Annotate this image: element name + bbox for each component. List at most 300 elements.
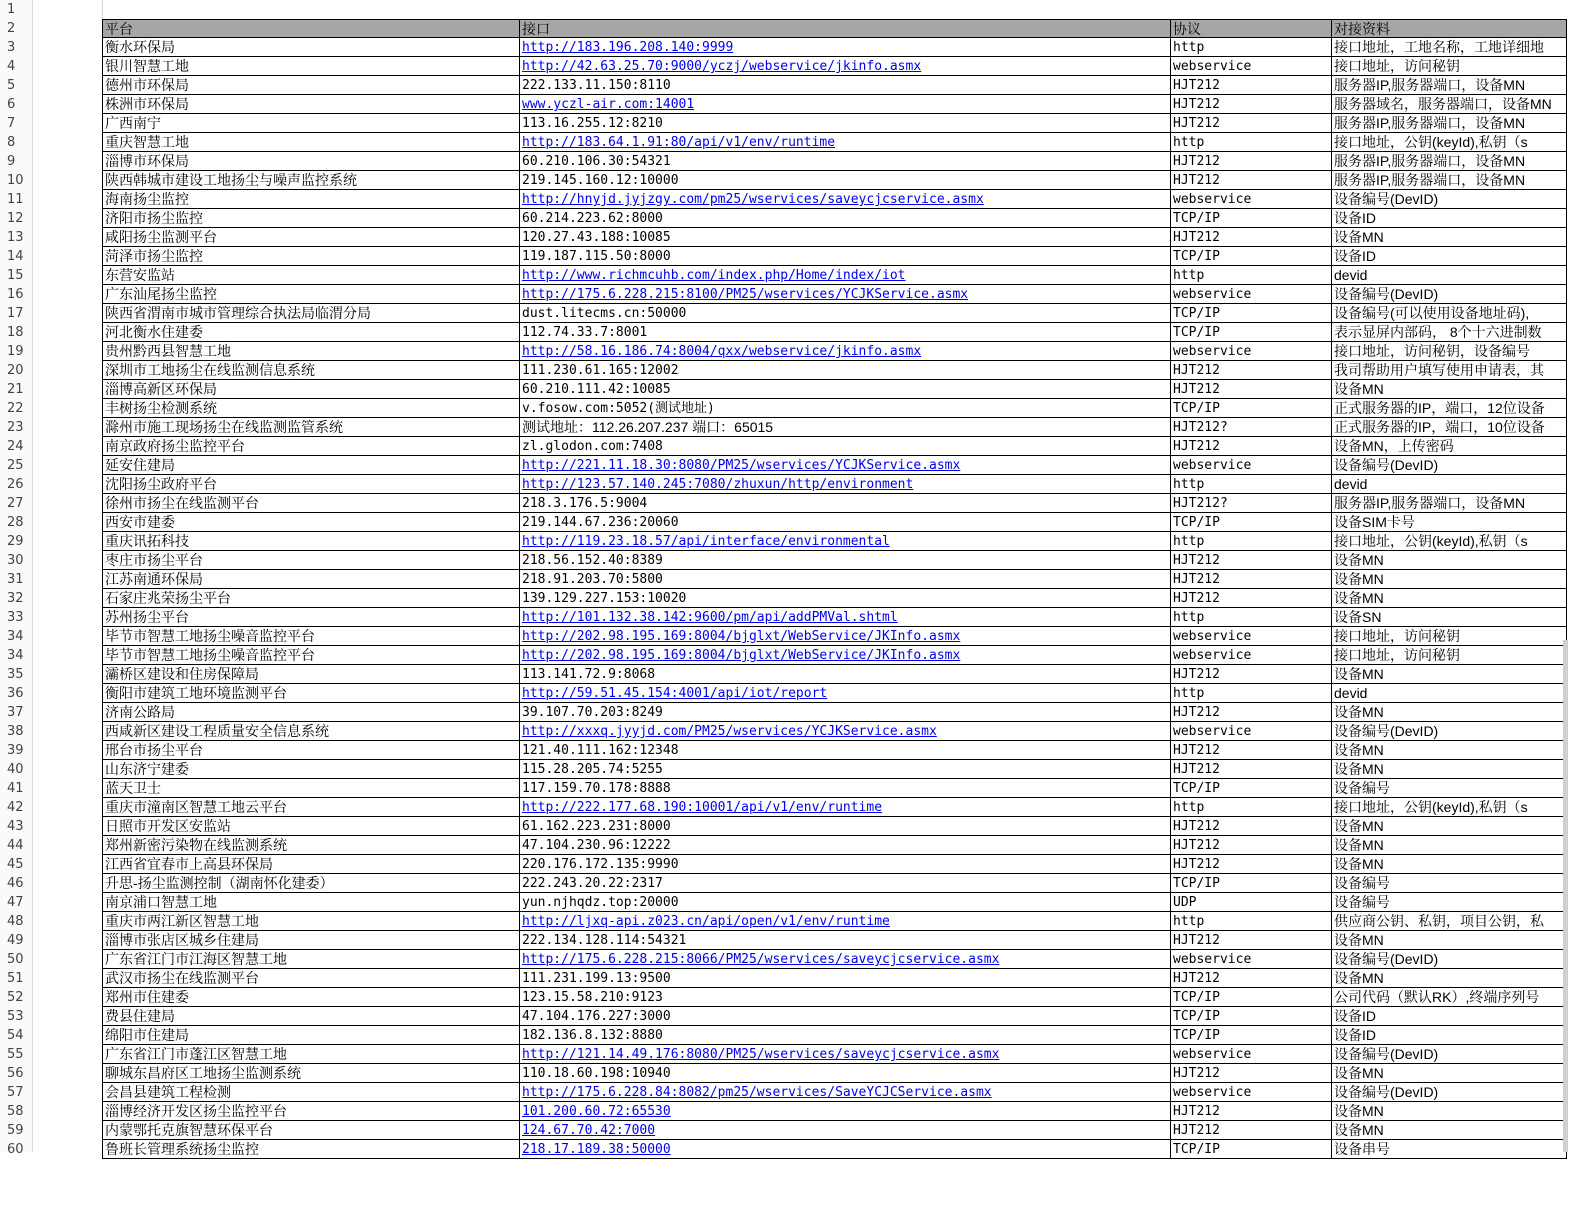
cell-platform[interactable]: 江苏南通环保局 <box>102 570 519 589</box>
cell-docs[interactable]: 正式服务器的IP，端口，12位设备 <box>1331 399 1567 418</box>
cell-platform[interactable]: 武汉市扬尘在线监测平台 <box>102 969 519 988</box>
cell-platform[interactable]: 费县住建局 <box>102 1007 519 1026</box>
cell-platform[interactable]: 陕西韩城市建设工地扬尘与噪声监控系统 <box>102 171 519 190</box>
cell-protocol[interactable]: http <box>1170 608 1331 627</box>
row-number[interactable]: 14 <box>7 249 24 264</box>
cell-docs[interactable]: 接口地址，公钥(keyId),私钥（s <box>1331 532 1567 551</box>
header-docs[interactable]: 对接资料 <box>1331 19 1567 38</box>
cell-docs[interactable]: 设备SIM卡号 <box>1331 513 1567 532</box>
row-number[interactable]: 34 <box>7 629 24 644</box>
cell-platform[interactable]: 郑州市住建委 <box>102 988 519 1007</box>
cell-interface[interactable]: 113.16.255.12:8210 <box>519 114 1170 133</box>
cell-interface[interactable]: 182.136.8.132:8880 <box>519 1026 1170 1045</box>
cell-docs[interactable]: 接口地址，访问秘钥 <box>1331 57 1567 76</box>
cell-interface-link[interactable] <box>519 285 1170 304</box>
row-number[interactable]: 24 <box>7 439 24 454</box>
cell-protocol[interactable]: HJT212 <box>1170 665 1331 684</box>
cell-docs[interactable]: 接口地址，访问秘钥 <box>1331 646 1567 665</box>
cell-docs[interactable]: 接口地址，公钥(keyId),私钥（s <box>1331 798 1567 817</box>
cell-protocol[interactable]: webservice <box>1170 627 1331 646</box>
row-number[interactable]: 11 <box>7 192 24 207</box>
row-number[interactable]: 8 <box>7 135 16 150</box>
hyperlink[interactable]: http://58.16.186.74:8004/qxx/webservice/jkinfo.asmx <box>522 344 922 359</box>
cell-interface-link[interactable] <box>519 190 1170 209</box>
cell-interface[interactable]: 111.230.61.165:12002 <box>519 361 1170 380</box>
row-number[interactable]: 47 <box>7 895 24 910</box>
cell-protocol[interactable]: TCP/IP <box>1170 874 1331 893</box>
cell-protocol[interactable]: TCP/IP <box>1170 247 1331 266</box>
cell-protocol[interactable]: webservice <box>1170 646 1331 665</box>
cell-platform[interactable]: 西咸新区建设工程质量安全信息系统 <box>102 722 519 741</box>
cell-docs[interactable]: 接口地址，访问秘钥 <box>1331 627 1567 646</box>
row-number[interactable]: 21 <box>7 382 24 397</box>
cell-platform[interactable]: 毕节市智慧工地扬尘噪音监控平台 <box>102 646 519 665</box>
row-number[interactable]: 31 <box>7 572 24 587</box>
cell-interface[interactable]: 115.28.205.74:5255 <box>519 760 1170 779</box>
cell-platform[interactable]: 沈阳扬尘政府平台 <box>102 475 519 494</box>
cell-interface[interactable]: 218.91.203.70:5800 <box>519 570 1170 589</box>
cell-docs[interactable]: 设备串号 <box>1331 1140 1567 1159</box>
cell-docs[interactable]: 服务器IP,服务器端口，设备MN <box>1331 152 1567 171</box>
hyperlink[interactable]: http://183.196.208.140:9999 <box>522 40 734 55</box>
hyperlink[interactable]: 101.200.60.72:65530 <box>522 1104 671 1119</box>
cell-protocol[interactable]: HJT212 <box>1170 836 1331 855</box>
cell-docs[interactable]: 设备MN <box>1331 665 1567 684</box>
row-number[interactable]: 50 <box>7 952 24 967</box>
row-number[interactable]: 13 <box>7 230 24 245</box>
cell-interface[interactable]: 39.107.70.203:8249 <box>519 703 1170 722</box>
cell-protocol[interactable]: TCP/IP <box>1170 399 1331 418</box>
row-number[interactable]: 33 <box>7 610 24 625</box>
cell-docs[interactable]: 设备编号(DevID) <box>1331 190 1567 209</box>
cell-platform[interactable]: 银川智慧工地 <box>102 57 519 76</box>
cell-docs[interactable]: 设备MN <box>1331 551 1567 570</box>
row-number[interactable]: 17 <box>7 306 24 321</box>
cell-interface[interactable]: 219.144.67.236:20060 <box>519 513 1170 532</box>
cell-protocol[interactable]: http <box>1170 532 1331 551</box>
row-number[interactable]: 40 <box>7 762 24 777</box>
cell-platform[interactable]: 海南扬尘监控 <box>102 190 519 209</box>
cell-platform[interactable]: 陕西省渭南市城市管理综合执法局临渭分局 <box>102 304 519 323</box>
cell-docs[interactable]: 设备编号(DevID) <box>1331 722 1567 741</box>
cell-interface[interactable]: 113.141.72.9:8068 <box>519 665 1170 684</box>
hyperlink[interactable]: http://119.23.18.57/api/interface/environmental <box>522 534 890 549</box>
cell-protocol[interactable]: http <box>1170 798 1331 817</box>
cell-protocol[interactable]: HJT212 <box>1170 95 1331 114</box>
cell-interface[interactable]: 47.104.176.227:3000 <box>519 1007 1170 1026</box>
cell-platform[interactable]: 延安住建局 <box>102 456 519 475</box>
cell-protocol[interactable]: TCP/IP <box>1170 209 1331 228</box>
row-number[interactable]: 43 <box>7 819 24 834</box>
cell-protocol[interactable]: TCP/IP <box>1170 323 1331 342</box>
cell-interface[interactable]: 119.187.115.50:8000 <box>519 247 1170 266</box>
hyperlink[interactable]: http://175.6.228.215:8066/PM25/wservices/saveycjcservice.asmx <box>522 952 1000 967</box>
row-number[interactable]: 42 <box>7 800 24 815</box>
cell-platform[interactable]: 山东济宁建委 <box>102 760 519 779</box>
cell-platform[interactable]: 绵阳市住建局 <box>102 1026 519 1045</box>
row-number[interactable]: 53 <box>7 1009 24 1024</box>
cell-docs[interactable]: 设备编号(可以使用设备地址码), <box>1331 304 1567 323</box>
cell-docs[interactable]: 服务器IP,服务器端口，设备MN <box>1331 171 1567 190</box>
cell-docs[interactable]: devid <box>1331 266 1567 285</box>
cell-protocol[interactable]: HJT212 <box>1170 152 1331 171</box>
cell-protocol[interactable]: HJT212 <box>1170 703 1331 722</box>
cell-protocol[interactable]: webservice <box>1170 456 1331 475</box>
cell-platform[interactable]: 邢台市扬尘平台 <box>102 741 519 760</box>
cell-protocol[interactable]: HJT212 <box>1170 741 1331 760</box>
cell-interface[interactable]: 218.3.176.5:9004 <box>519 494 1170 513</box>
cell-platform[interactable]: 西安市建委 <box>102 513 519 532</box>
cell-platform[interactable]: 东营安监站 <box>102 266 519 285</box>
row-number[interactable]: 60 <box>7 1142 24 1157</box>
cell-protocol[interactable]: TCP/IP <box>1170 988 1331 1007</box>
hyperlink[interactable]: http://183.64.1.91:80/api/v1/env/runtime <box>522 135 836 150</box>
cell-docs[interactable]: 公司代码（默认RK）,终端序列号 <box>1331 988 1567 1007</box>
cell-platform[interactable]: 日照市开发区安监站 <box>102 817 519 836</box>
cell-platform[interactable]: 淄博市张店区城乡住建局 <box>102 931 519 950</box>
hyperlink[interactable]: http://42.63.25.70:9000/yczj/webservice/jkinfo.asmx <box>522 59 922 74</box>
cell-protocol[interactable]: webservice <box>1170 342 1331 361</box>
hyperlink[interactable]: http://www.richmcuhb.com/index.php/Home/index/iot <box>522 268 906 283</box>
cell-interface-link[interactable] <box>519 475 1170 494</box>
cell-platform[interactable]: 重庆讯拓科技 <box>102 532 519 551</box>
cell-interface-link[interactable] <box>519 950 1170 969</box>
hyperlink[interactable]: 124.67.70.42:7000 <box>522 1123 656 1138</box>
row-number[interactable]: 3 <box>7 40 16 55</box>
row-number[interactable]: 45 <box>7 857 24 872</box>
row-number[interactable]: 1 <box>7 2 16 17</box>
cell-protocol[interactable]: TCP/IP <box>1170 779 1331 798</box>
hyperlink[interactable]: http://59.51.45.154:4001/api/iot/report <box>522 686 828 701</box>
row-number[interactable]: 19 <box>7 344 24 359</box>
row-number[interactable]: 41 <box>7 781 24 796</box>
row-number[interactable]: 4 <box>7 59 16 74</box>
cell-platform[interactable]: 广东省江门市蓬江区智慧工地 <box>102 1045 519 1064</box>
cell-platform[interactable]: 广西南宁 <box>102 114 519 133</box>
row-number[interactable]: 29 <box>7 534 24 549</box>
row-number[interactable]: 49 <box>7 933 24 948</box>
cell-platform[interactable]: 广东省江门市江海区智慧工地 <box>102 950 519 969</box>
cell-protocol[interactable]: webservice <box>1170 950 1331 969</box>
row-number[interactable]: 56 <box>7 1066 24 1081</box>
cell-docs[interactable]: 设备MN <box>1331 570 1567 589</box>
row-number[interactable]: 30 <box>7 553 24 568</box>
row-number[interactable]: 48 <box>7 914 24 929</box>
row-number[interactable]: 32 <box>7 591 24 606</box>
row-number[interactable]: 39 <box>7 743 24 758</box>
cell-protocol[interactable]: HJT212 <box>1170 817 1331 836</box>
cell-docs[interactable]: 接口地址，工地名称，工地详细地 <box>1331 38 1567 57</box>
cell-protocol[interactable]: HJT212 <box>1170 1121 1331 1140</box>
row-number[interactable]: 54 <box>7 1028 24 1043</box>
cell-interface-link[interactable] <box>519 1102 1170 1121</box>
cell-docs[interactable]: 设备编号(DevID) <box>1331 1083 1567 1102</box>
hyperlink[interactable]: http://xxxq.jyyjd.com/PM25/wservices/YCJKService.asmx <box>522 724 937 739</box>
row-number[interactable]: 26 <box>7 477 24 492</box>
cell-protocol[interactable]: webservice <box>1170 1083 1331 1102</box>
cell-protocol[interactable]: HJT212 <box>1170 1064 1331 1083</box>
cell-platform[interactable]: 菏泽市扬尘监控 <box>102 247 519 266</box>
cell-protocol[interactable]: TCP/IP <box>1170 304 1331 323</box>
cell-platform[interactable]: 南京政府扬尘监控平台 <box>102 437 519 456</box>
cell-interface-link[interactable] <box>519 912 1170 931</box>
cell-interface[interactable]: 47.104.230.96:12222 <box>519 836 1170 855</box>
cell-interface[interactable]: 120.27.43.188:10085 <box>519 228 1170 247</box>
cell-docs[interactable]: 设备编号(DevID) <box>1331 950 1567 969</box>
cell-docs[interactable]: 服务器IP,服务器端口，设备MN <box>1331 114 1567 133</box>
cell-docs[interactable]: 设备ID <box>1331 209 1567 228</box>
cell-platform[interactable]: 淄博市环保局 <box>102 152 519 171</box>
cell-docs[interactable]: devid <box>1331 475 1567 494</box>
cell-interface[interactable]: 测试地址：112.26.207.237 端口：65015 <box>519 418 1170 437</box>
row-number[interactable]: 28 <box>7 515 24 530</box>
cell-protocol[interactable]: HJT212 <box>1170 228 1331 247</box>
cell-platform[interactable]: 郑州新密污染物在线监测系统 <box>102 836 519 855</box>
row-number[interactable]: 36 <box>7 686 24 701</box>
row-number[interactable]: 23 <box>7 420 24 435</box>
cell-protocol[interactable]: HJT212 <box>1170 969 1331 988</box>
cell-docs[interactable]: 设备MN <box>1331 703 1567 722</box>
header-platform[interactable]: 平台 <box>102 19 519 38</box>
cell-platform[interactable]: 衡水环保局 <box>102 38 519 57</box>
row-number[interactable]: 18 <box>7 325 24 340</box>
cell-protocol[interactable]: http <box>1170 684 1331 703</box>
cell-interface-link[interactable] <box>519 1121 1170 1140</box>
row-number[interactable]: 37 <box>7 705 24 720</box>
cell-interface[interactable]: 60.210.106.30:54321 <box>519 152 1170 171</box>
cell-interface-link[interactable] <box>519 684 1170 703</box>
row-number[interactable]: 16 <box>7 287 24 302</box>
cell-docs[interactable]: 设备MN <box>1331 589 1567 608</box>
hyperlink[interactable]: http://hnyjd.jyjzgy.com/pm25/wservices/saveycjcservice.asmx <box>522 192 984 207</box>
row-number[interactable]: 58 <box>7 1104 24 1119</box>
cell-platform[interactable]: 咸阳扬尘监测平台 <box>102 228 519 247</box>
cell-platform[interactable]: 济阳市扬尘监控 <box>102 209 519 228</box>
cell-docs[interactable]: 设备MN <box>1331 380 1567 399</box>
row-number[interactable]: 57 <box>7 1085 24 1100</box>
cell-docs[interactable]: 设备MN，上传密码 <box>1331 437 1567 456</box>
cell-interface-link[interactable] <box>519 1045 1170 1064</box>
cell-platform[interactable]: 内蒙鄂托克旗智慧环保平台 <box>102 1121 519 1140</box>
cell-platform[interactable]: 石家庄兆荣扬尘平台 <box>102 589 519 608</box>
cell-platform[interactable]: 枣庄市扬尘平台 <box>102 551 519 570</box>
cell-platform[interactable]: 重庆市潼南区智慧工地云平台 <box>102 798 519 817</box>
cell-docs[interactable]: 设备编号 <box>1331 874 1567 893</box>
cell-interface-link[interactable] <box>519 532 1170 551</box>
cell-interface-link[interactable] <box>519 1083 1170 1102</box>
row-number[interactable]: 9 <box>7 154 16 169</box>
cell-protocol[interactable]: http <box>1170 133 1331 152</box>
cell-platform[interactable]: 深圳市工地扬尘在线监测信息系统 <box>102 361 519 380</box>
cell-docs[interactable]: 设备MN <box>1331 760 1567 779</box>
cell-interface[interactable]: 112.74.33.7:8001 <box>519 323 1170 342</box>
cell-interface[interactable]: 60.210.111.42:10085 <box>519 380 1170 399</box>
cell-interface[interactable]: 117.159.70.178:8888 <box>519 779 1170 798</box>
cell-protocol[interactable]: HJT212 <box>1170 437 1331 456</box>
cell-interface[interactable]: 123.15.58.210:9123 <box>519 988 1170 1007</box>
row-number[interactable]: 6 <box>7 97 16 112</box>
cell-interface-link[interactable] <box>519 133 1170 152</box>
cell-platform[interactable]: 鲁班长管理系统扬尘监控 <box>102 1140 519 1159</box>
cell-docs[interactable]: 设备编号(DevID) <box>1331 285 1567 304</box>
cell-interface-link[interactable] <box>519 38 1170 57</box>
cell-platform[interactable]: 衡阳市建筑工地环境监测平台 <box>102 684 519 703</box>
hyperlink[interactable]: www.yczl-air.com:14001 <box>522 97 695 112</box>
cell-interface-link[interactable] <box>519 1140 1170 1159</box>
hyperlink[interactable]: http://222.177.68.190:10001/api/v1/env/runtime <box>522 800 883 815</box>
row-number[interactable]: 5 <box>7 78 16 93</box>
cell-docs[interactable]: 服务器IP,服务器端口，设备MN <box>1331 76 1567 95</box>
cell-docs[interactable]: 我司帮助用户填写使用申请表，其 <box>1331 361 1567 380</box>
row-number[interactable]: 2 <box>7 21 16 36</box>
cell-docs[interactable]: 供应商公钥、私钥，项目公钥，私 <box>1331 912 1567 931</box>
row-number[interactable]: 22 <box>7 401 24 416</box>
cell-interface[interactable]: v.fosow.com:5052(测试地址) <box>519 399 1170 418</box>
cell-protocol[interactable]: HJT212 <box>1170 855 1331 874</box>
cell-interface-link[interactable] <box>519 266 1170 285</box>
row-number[interactable]: 38 <box>7 724 24 739</box>
cell-docs[interactable]: 设备SN <box>1331 608 1567 627</box>
cell-docs[interactable]: 设备MN <box>1331 741 1567 760</box>
cell-protocol[interactable]: http <box>1170 475 1331 494</box>
cell-platform[interactable]: 蓝天卫士 <box>102 779 519 798</box>
cell-protocol[interactable]: http <box>1170 912 1331 931</box>
cell-docs[interactable]: 设备MN <box>1331 1121 1567 1140</box>
cell-platform[interactable]: 株洲市环保局 <box>102 95 519 114</box>
hyperlink[interactable]: http://123.57.140.245:7080/zhuxun/http/environment <box>522 477 914 492</box>
cell-interface-link[interactable] <box>519 722 1170 741</box>
cell-docs[interactable]: 设备MN <box>1331 817 1567 836</box>
cell-docs[interactable]: devid <box>1331 684 1567 703</box>
cell-platform[interactable]: 徐州市扬尘在线监测平台 <box>102 494 519 513</box>
row-number[interactable]: 55 <box>7 1047 24 1062</box>
cell-docs[interactable]: 设备ID <box>1331 1007 1567 1026</box>
cell-interface[interactable]: 219.145.160.12:10000 <box>519 171 1170 190</box>
header-interface[interactable]: 接口 <box>519 19 1170 38</box>
cell-platform[interactable]: 重庆市两江新区智慧工地 <box>102 912 519 931</box>
cell-docs[interactable]: 服务器IP,服务器端口，设备MN <box>1331 494 1567 513</box>
cell-protocol[interactable]: HJT212 <box>1170 589 1331 608</box>
cell-platform[interactable]: 升思-扬尘监测控制（湖南怀化建委） <box>102 874 519 893</box>
cell-protocol[interactable]: http <box>1170 266 1331 285</box>
cell-interface-link[interactable] <box>519 95 1170 114</box>
row-number[interactable]: 12 <box>7 211 24 226</box>
cell-docs[interactable]: 接口地址，访问秘钥，设备编号 <box>1331 342 1567 361</box>
cell-docs[interactable]: 设备MN <box>1331 1102 1567 1121</box>
cell-platform[interactable]: 德州市环保局 <box>102 76 519 95</box>
cell-interface[interactable]: 60.214.223.62:8000 <box>519 209 1170 228</box>
cell-interface-link[interactable] <box>519 798 1170 817</box>
cell-protocol[interactable]: HJT212 <box>1170 76 1331 95</box>
cell-interface[interactable]: 222.243.20.22:2317 <box>519 874 1170 893</box>
cell-platform[interactable]: 聊城东昌府区工地扬尘监测系统 <box>102 1064 519 1083</box>
cell-docs[interactable]: 设备编号(DevID) <box>1331 1045 1567 1064</box>
row-number[interactable]: 7 <box>7 116 16 131</box>
cell-docs[interactable]: 接口地址，公钥(keyId),私钥（s <box>1331 133 1567 152</box>
cell-platform[interactable]: 重庆智慧工地 <box>102 133 519 152</box>
row-number[interactable]: 59 <box>7 1123 24 1138</box>
cell-protocol[interactable]: UDP <box>1170 893 1331 912</box>
cell-interface[interactable]: zl.glodon.com:7408 <box>519 437 1170 456</box>
cell-platform[interactable]: 南京浦口智慧工地 <box>102 893 519 912</box>
cell-docs[interactable]: 设备MN <box>1331 228 1567 247</box>
cell-platform[interactable]: 广东汕尾扬尘监控 <box>102 285 519 304</box>
hyperlink[interactable]: http://175.6.228.215:8100/PM25/wservices/YCJKService.asmx <box>522 287 969 302</box>
cell-protocol[interactable]: HJT212 <box>1170 931 1331 950</box>
cell-interface[interactable]: 222.133.11.150:8110 <box>519 76 1170 95</box>
cell-protocol[interactable]: webservice <box>1170 1045 1331 1064</box>
cell-protocol[interactable]: TCP/IP <box>1170 1140 1331 1159</box>
row-number[interactable]: 25 <box>7 458 24 473</box>
cell-platform[interactable]: 淄博高新区环保局 <box>102 380 519 399</box>
cell-protocol[interactable]: webservice <box>1170 722 1331 741</box>
cell-platform[interactable]: 淄博经济开发区扬尘监控平台 <box>102 1102 519 1121</box>
cell-protocol[interactable]: HJT212? <box>1170 418 1331 437</box>
cell-protocol[interactable]: HJT212 <box>1170 1102 1331 1121</box>
cell-protocol[interactable]: TCP/IP <box>1170 1007 1331 1026</box>
cell-interface[interactable]: 218.56.152.40:8389 <box>519 551 1170 570</box>
cell-protocol[interactable]: HJT212 <box>1170 114 1331 133</box>
cell-interface[interactable]: 121.40.111.162:12348 <box>519 741 1170 760</box>
cell-platform[interactable]: 毕节市智慧工地扬尘噪音监控平台 <box>102 627 519 646</box>
cell-protocol[interactable]: TCP/IP <box>1170 1026 1331 1045</box>
cell-platform[interactable]: 滁州市施工现场扬尘在线监测监管系统 <box>102 418 519 437</box>
cell-platform[interactable]: 丰树扬尘检测系统 <box>102 399 519 418</box>
cell-interface-link[interactable] <box>519 57 1170 76</box>
cell-platform[interactable]: 会昌县建筑工程检测 <box>102 1083 519 1102</box>
cell-protocol[interactable]: HJT212 <box>1170 171 1331 190</box>
cell-interface[interactable]: 222.134.128.114:54321 <box>519 931 1170 950</box>
cell-interface[interactable]: 111.231.199.13:9500 <box>519 969 1170 988</box>
cell-docs[interactable]: 设备ID <box>1331 1026 1567 1045</box>
hyperlink[interactable]: http://202.98.195.169:8004/bjglxt/WebService/JKInfo.asmx <box>522 648 961 663</box>
cell-interface-link[interactable] <box>519 646 1170 665</box>
cell-platform[interactable]: 苏州扬尘平台 <box>102 608 519 627</box>
cell-docs[interactable]: 设备MN <box>1331 969 1567 988</box>
vertical-scrollbar[interactable] <box>1563 640 1568 1152</box>
row-number[interactable]: 20 <box>7 363 24 378</box>
cell-docs[interactable]: 设备MN <box>1331 855 1567 874</box>
cell-docs[interactable]: 表示显屏内部码， 8个十六进制数 <box>1331 323 1567 342</box>
row-number[interactable]: 44 <box>7 838 24 853</box>
hyperlink[interactable]: http://175.6.228.84:8082/pm25/wservices/SaveYCJCService.asmx <box>522 1085 992 1100</box>
cell-platform[interactable]: 河北衡水住建委 <box>102 323 519 342</box>
cell-interface-link[interactable] <box>519 627 1170 646</box>
cell-interface[interactable]: yun.njhqdz.top:20000 <box>519 893 1170 912</box>
cell-platform[interactable]: 济南公路局 <box>102 703 519 722</box>
cell-protocol[interactable]: HJT212 <box>1170 570 1331 589</box>
hyperlink[interactable]: http://101.132.38.142:9600/pm/api/addPMVal.shtml <box>522 610 898 625</box>
cell-docs[interactable]: 设备编号(DevID) <box>1331 456 1567 475</box>
row-number[interactable]: 15 <box>7 268 24 283</box>
row-number[interactable]: 35 <box>7 667 24 682</box>
cell-platform[interactable]: 江西省宜春市上高县环保局 <box>102 855 519 874</box>
cell-docs[interactable]: 设备编号 <box>1331 893 1567 912</box>
header-protocol[interactable]: 协议 <box>1170 19 1331 38</box>
cell-docs[interactable]: 正式服务器的IP，端口，10位设备 <box>1331 418 1567 437</box>
cell-protocol[interactable]: webservice <box>1170 190 1331 209</box>
cell-protocol[interactable]: http <box>1170 38 1331 57</box>
hyperlink[interactable]: http://202.98.195.169:8004/bjglxt/WebService/JKInfo.asmx <box>522 629 961 644</box>
cell-platform[interactable]: 灞桥区建设和住房保障局 <box>102 665 519 684</box>
cell-platform[interactable]: 贵州黔西县智慧工地 <box>102 342 519 361</box>
cell-interface[interactable]: 139.129.227.153:10020 <box>519 589 1170 608</box>
cell-interface-link[interactable] <box>519 456 1170 475</box>
row-number[interactable]: 51 <box>7 971 24 986</box>
cell-interface[interactable]: dust.litecms.cn:50000 <box>519 304 1170 323</box>
cell-protocol[interactable]: webservice <box>1170 285 1331 304</box>
row-number[interactable]: 52 <box>7 990 24 1005</box>
